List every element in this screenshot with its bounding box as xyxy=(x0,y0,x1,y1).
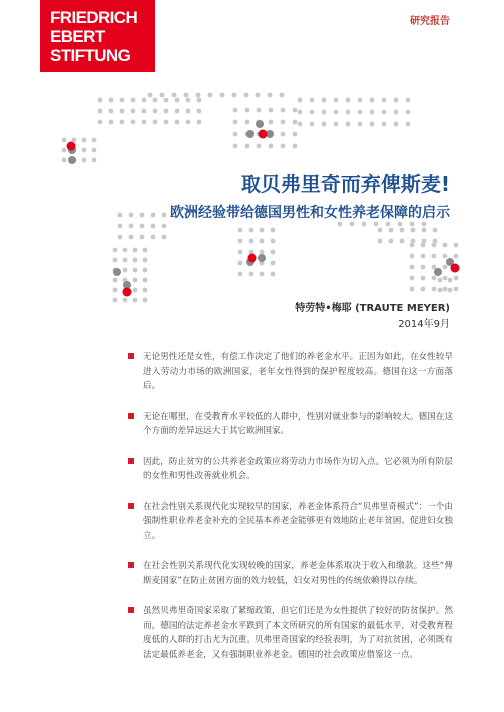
map-dot xyxy=(406,110,411,115)
map-dot xyxy=(175,109,180,114)
map-dot xyxy=(113,288,118,293)
map-dot xyxy=(394,98,399,103)
map-dot-highlight xyxy=(113,268,121,276)
map-dot xyxy=(186,98,191,103)
map-dot xyxy=(370,110,375,115)
map-dot xyxy=(422,228,427,233)
map-dot-highlight xyxy=(246,130,254,138)
map-dot xyxy=(197,109,202,114)
map-dot xyxy=(233,108,238,113)
map-dot xyxy=(92,148,97,153)
map-dot xyxy=(257,144,262,149)
map-dot xyxy=(175,98,180,103)
map-dot xyxy=(109,98,114,103)
map-dot xyxy=(322,122,327,127)
map-dot xyxy=(82,148,87,153)
map-dot xyxy=(410,222,415,227)
bullet-square-icon xyxy=(128,562,134,568)
map-dot xyxy=(129,235,134,240)
page-subtitle: 欧洲经验带给德国男性和女性养老保障的启示 xyxy=(170,205,450,221)
map-dot xyxy=(232,93,237,98)
map-dot xyxy=(113,258,118,263)
map-dot xyxy=(142,120,147,125)
map-dot xyxy=(443,265,448,270)
map-dot xyxy=(120,98,125,103)
map-dot xyxy=(406,98,411,103)
map-dot xyxy=(410,287,415,292)
map-dot xyxy=(298,98,303,103)
map-dot xyxy=(411,239,416,244)
map-dot xyxy=(410,265,415,270)
map-dot xyxy=(238,239,243,244)
map-dot xyxy=(422,222,427,227)
map-dot xyxy=(281,144,286,149)
map-dot xyxy=(233,132,238,137)
map-dot xyxy=(164,98,169,103)
map-dot xyxy=(245,144,250,149)
map-dot xyxy=(62,158,67,163)
map-dot xyxy=(271,239,276,244)
map-dot xyxy=(257,108,262,113)
map-dot xyxy=(322,110,327,115)
map-dot xyxy=(131,120,136,125)
map-dot xyxy=(358,122,363,127)
map-dot xyxy=(153,98,158,103)
map-dot xyxy=(382,122,387,127)
map-dot xyxy=(164,120,169,125)
map-dot xyxy=(334,110,339,115)
map-dot xyxy=(293,132,298,137)
map-dot xyxy=(432,265,437,270)
map-dot xyxy=(448,288,453,293)
map-dot xyxy=(249,228,254,233)
map-dot xyxy=(422,239,427,244)
map-dot xyxy=(133,288,138,293)
map-dot xyxy=(143,298,148,303)
map-dot xyxy=(280,93,285,98)
map-dot xyxy=(389,239,394,244)
map-dot xyxy=(269,120,274,125)
map-dot xyxy=(433,239,438,244)
map-dot xyxy=(175,120,180,125)
map-dot xyxy=(208,93,213,98)
map-dot xyxy=(293,108,298,113)
map-dot xyxy=(269,108,274,113)
map-dot xyxy=(133,248,138,253)
map-dot xyxy=(438,278,443,283)
map-dot xyxy=(172,93,177,98)
bullet-square-icon xyxy=(128,458,134,464)
summary-item xyxy=(128,410,453,439)
map-dot xyxy=(256,93,261,98)
map-dot xyxy=(238,272,243,277)
map-dot xyxy=(268,93,273,98)
map-dot xyxy=(109,120,114,125)
logo-line-2: EBERT xyxy=(50,27,105,46)
map-dot xyxy=(400,239,405,244)
map-dot xyxy=(260,239,265,244)
map-dot xyxy=(310,110,315,115)
map-dot xyxy=(143,278,148,283)
map-dot xyxy=(98,120,103,125)
map-dot-red xyxy=(248,254,257,263)
map-dot xyxy=(334,122,339,127)
map-dot xyxy=(245,120,250,125)
map-dot xyxy=(151,235,156,240)
publication-date: 2014年9月 xyxy=(398,319,450,330)
summary-text: 在社会性别关系现代化实现较晚的国家，养老金体系取决于收入和缴款。这些“俾斯麦国家”在防止贫困方面的效力较低，妇女对男性的传统依赖得以存续。 xyxy=(143,561,453,586)
map-dot xyxy=(123,268,128,273)
map-dot xyxy=(281,108,286,113)
map-dot xyxy=(370,122,375,127)
map-dot xyxy=(142,109,147,114)
map-dot xyxy=(133,258,138,263)
author-name: 特劳特•梅耶 (TRAUTE MEYER) xyxy=(295,303,450,314)
map-dot xyxy=(293,144,298,149)
summary-text: 无论男性还是女性，有偿工作决定了他们的养老金水平。正因为如此，在女性较早进入劳动力市场的欧洲国家，老年女性得到的保护程度较高。德国在这一方面落后。 xyxy=(143,352,453,391)
map-dot xyxy=(98,109,103,114)
map-dot xyxy=(400,228,405,233)
map-dot xyxy=(281,132,286,137)
map-dot xyxy=(113,298,118,303)
map-dot xyxy=(260,228,265,233)
map-dot xyxy=(143,258,148,263)
map-dot xyxy=(443,254,448,259)
map-dot xyxy=(382,110,387,115)
map-dot xyxy=(448,278,453,283)
map-dot xyxy=(346,122,351,127)
bullet-square-icon xyxy=(128,607,134,613)
map-dot xyxy=(394,122,399,127)
world-dot-map-illustration xyxy=(0,0,504,330)
summary-text: 虽然贝弗里奇国家采取了紧缩政策，但它们还是为女性提供了较好的防贫保护。然而，德国的法定养老金水平跌到了本文所研究的所有国家的最低水平，对受教育程度低的人群的打击尤为沉重。贝弗里奇国家的经验表明，为了对抗贫困，必须既有法定最低养老金，又有强制职业养老金。德国的社会政策应借鉴这一点。 xyxy=(143,606,453,660)
map-dot xyxy=(271,250,276,255)
map-dot xyxy=(186,109,191,114)
map-dot xyxy=(454,254,459,259)
map-dot xyxy=(109,109,114,114)
map-dot-red xyxy=(259,130,268,139)
map-dot xyxy=(118,235,123,240)
map-dot xyxy=(421,254,426,259)
map-dot xyxy=(118,224,123,229)
map-dot xyxy=(310,98,315,103)
map-dot xyxy=(386,222,391,227)
map-dot xyxy=(346,110,351,115)
map-dot xyxy=(238,261,243,266)
map-dot xyxy=(358,110,363,115)
map-dot xyxy=(298,122,303,127)
map-dot xyxy=(151,224,156,229)
map-dot xyxy=(123,258,128,263)
map-dot-highlight xyxy=(434,268,442,276)
map-dot xyxy=(406,122,411,127)
map-dot-highlight xyxy=(68,156,76,164)
map-dot xyxy=(120,109,125,114)
map-dot xyxy=(233,120,238,125)
map-dot xyxy=(454,287,459,292)
map-dot xyxy=(281,120,286,125)
map-dot xyxy=(82,138,87,143)
bullet-square-icon xyxy=(128,353,134,359)
map-dot xyxy=(350,222,355,227)
summary-item xyxy=(128,559,453,588)
map-dot xyxy=(432,287,437,292)
map-dot xyxy=(148,93,153,98)
map-dot xyxy=(153,109,158,114)
map-dot xyxy=(421,287,426,292)
map-dot xyxy=(82,158,87,163)
map-dot xyxy=(133,278,138,283)
map-dot xyxy=(113,278,118,283)
logo-line-1: FRIEDRICH xyxy=(50,8,138,27)
map-dot xyxy=(362,222,367,227)
map-dot xyxy=(162,224,167,229)
map-dot xyxy=(92,158,97,163)
map-dot-highlight xyxy=(258,254,266,262)
map-dot xyxy=(62,148,67,153)
map-dot xyxy=(197,120,202,125)
map-dot xyxy=(153,120,158,125)
map-dot xyxy=(196,93,201,98)
map-dot xyxy=(389,228,394,233)
map-dot xyxy=(378,228,383,233)
bullet-square-icon xyxy=(128,413,134,419)
map-dot xyxy=(184,93,189,98)
map-dot-red xyxy=(451,264,460,273)
map-dot xyxy=(123,248,128,253)
map-dot xyxy=(421,243,426,248)
map-dot xyxy=(271,261,276,266)
map-dot xyxy=(62,138,67,143)
map-dot xyxy=(346,98,351,103)
map-dot xyxy=(98,98,103,103)
map-dot xyxy=(129,224,134,229)
map-dot xyxy=(131,98,136,103)
map-dot xyxy=(411,228,416,233)
map-dot xyxy=(269,144,274,149)
summary-item xyxy=(128,604,453,662)
map-dot xyxy=(162,235,167,240)
map-dot xyxy=(443,243,448,248)
map-dot xyxy=(233,144,238,149)
map-dot xyxy=(322,98,327,103)
map-dot xyxy=(432,243,437,248)
map-dot xyxy=(220,93,225,98)
map-dot xyxy=(438,288,443,293)
map-dot xyxy=(432,254,437,259)
map-dot xyxy=(421,276,426,281)
map-dot xyxy=(140,224,145,229)
summary-text: 无论在哪里，在受教育水平较低的人群中，性别对就业参与的影响较大。德国在这个方面的差异远远大于其它欧洲国家。 xyxy=(143,411,453,436)
map-dot xyxy=(244,93,249,98)
map-dot xyxy=(249,239,254,244)
map-dot xyxy=(72,138,77,143)
summary-item xyxy=(128,455,453,484)
map-dot xyxy=(133,298,138,303)
map-dot xyxy=(454,243,459,248)
map-dot-highlight xyxy=(256,120,264,128)
map-dot xyxy=(143,268,148,273)
map-dot xyxy=(142,98,147,103)
report-type-label: 研究报告 xyxy=(410,16,450,27)
map-dot xyxy=(432,276,437,281)
map-dot xyxy=(164,109,169,114)
map-dot xyxy=(260,250,265,255)
map-dot xyxy=(394,110,399,115)
map-dot xyxy=(421,265,426,270)
map-dot xyxy=(398,222,403,227)
map-dot xyxy=(293,120,298,125)
map-dot xyxy=(120,120,125,125)
map-dot xyxy=(443,276,448,281)
map-dot xyxy=(143,248,148,253)
map-dot xyxy=(410,276,415,281)
map-dot xyxy=(410,243,415,248)
map-dot xyxy=(410,254,415,259)
map-dot xyxy=(334,98,339,103)
map-dot xyxy=(140,235,145,240)
summary-item xyxy=(128,500,453,544)
map-dot xyxy=(370,98,375,103)
map-dot xyxy=(378,239,383,244)
map-dot xyxy=(92,138,97,143)
map-dot xyxy=(249,272,254,277)
map-dot xyxy=(443,287,448,292)
summary-text: 因此，防止贫穷的公共养老金政策应将劳动力市场作为切入点。它必须为所有阶层的女性和男性改善就业机会。 xyxy=(143,456,453,481)
map-dot xyxy=(160,93,165,98)
map-dot-red xyxy=(123,288,132,297)
map-dot xyxy=(374,222,379,227)
map-dot xyxy=(382,98,387,103)
map-dot xyxy=(358,98,363,103)
map-dot xyxy=(186,120,191,125)
map-dot xyxy=(271,228,276,233)
map-dot xyxy=(310,122,315,127)
map-dot xyxy=(197,98,202,103)
map-dot xyxy=(123,298,128,303)
logo-line-3: STIFTUNG xyxy=(50,46,131,65)
map-dot xyxy=(238,250,243,255)
map-dot xyxy=(133,268,138,273)
map-dot xyxy=(271,272,276,277)
map-dot xyxy=(338,222,343,227)
summary-item xyxy=(128,350,453,394)
map-dot xyxy=(298,110,303,115)
map-dot xyxy=(143,288,148,293)
map-dot-red xyxy=(67,142,76,151)
map-dot xyxy=(433,228,438,233)
map-dot xyxy=(260,272,265,277)
map-dot xyxy=(113,248,118,253)
map-dot xyxy=(238,228,243,233)
summary-text: 在社会性别关系现代化实现较早的国家，养老金体系符合“贝弗里奇模式”：一个由强制性职业养老金补充的全民基本养老金能够更有效地防止老年贫困、促进妇女独立。 xyxy=(143,501,453,541)
bullet-square-icon xyxy=(128,503,134,509)
summary-list xyxy=(128,350,453,678)
page-title: 取贝弗里奇而弃俾斯麦! xyxy=(240,172,450,196)
map-dot xyxy=(245,108,250,113)
map-dot xyxy=(131,109,136,114)
map-dot xyxy=(454,276,459,281)
